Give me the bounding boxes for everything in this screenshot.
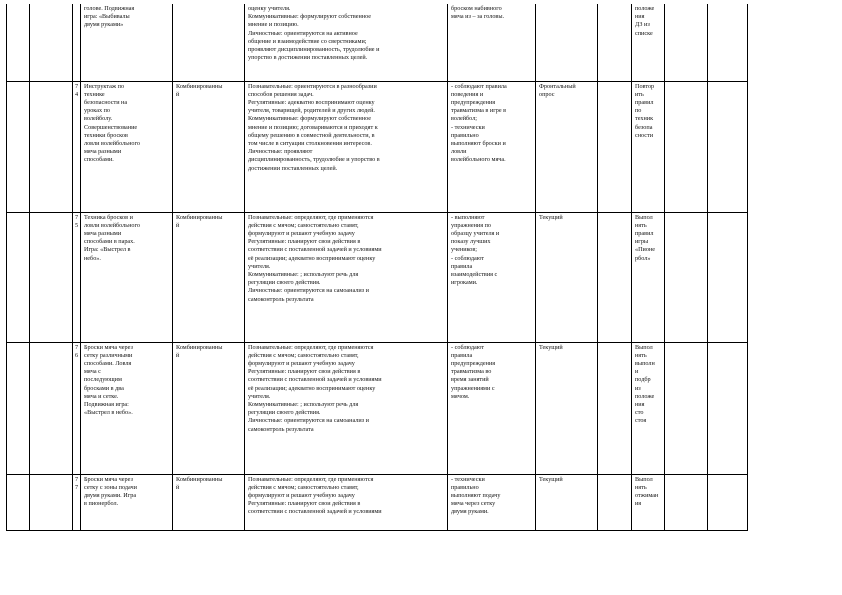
lesson-type: Комбинированны й bbox=[173, 474, 245, 530]
lesson-topic: голове. Подвижная игра: «Выбивалы двумя руками» bbox=[81, 4, 173, 81]
empty-cell bbox=[30, 212, 73, 342]
empty-cell bbox=[665, 4, 708, 81]
uud-text: Познавательные: определяют, где применяются действия с мячом; самостоятельно ставят, формулируют и решают учебную задачу Регулятивные: планируют свои действия в соответствии с поставленной задачей и условиями её реализации; адекватно воспринимают оценку учителя. Коммуникативные: ; используют речь для регуляции своего действия. Личностные: ориентируются на самоанализ и самоконтроль результата bbox=[245, 342, 448, 474]
lesson-type: Комбинированны й bbox=[173, 212, 245, 342]
homework-text: Выпол нять выполн и подбр из положе ния сто стоя bbox=[632, 342, 665, 474]
control-type: Текущий bbox=[536, 474, 598, 530]
activity-text: - соблюдают правила предупреждения травматизма во время занятий упражнениями с мячом. bbox=[448, 342, 536, 474]
empty-cell bbox=[30, 474, 73, 530]
empty-cell bbox=[7, 474, 30, 530]
homework-text: Выпол нять отжиман ия bbox=[632, 474, 665, 530]
lesson-number: 7 6 bbox=[73, 342, 81, 474]
empty-cell bbox=[665, 212, 708, 342]
empty-cell bbox=[598, 81, 632, 212]
table-row bbox=[7, 342, 748, 474]
empty-cell bbox=[598, 342, 632, 474]
activity-text: - соблюдают правила поведения и предупреждения травматизма в игре в волейбол; - технически правильно выполняют броски и ловли волейбольного мяча. bbox=[448, 81, 536, 212]
lesson-type bbox=[173, 4, 245, 81]
empty-cell bbox=[665, 474, 708, 530]
uud-text: Познавательные: определяют, где применяются действия с мячом; самостоятельно ставят, формулируют и решают учебную задачу Регулятивные: планируют свои действия в соответствии с поставленной задачей и условиями bbox=[245, 474, 448, 530]
empty-cell bbox=[708, 474, 748, 530]
empty-cell bbox=[7, 212, 30, 342]
lesson-topic: Инструктаж по технике безопасности на уроках по волейболу. Совершенствование техники бросков ловли волейбольного мяча разными способами. bbox=[81, 81, 173, 212]
activity-text: - технически правильно выполняют подачу мяча через сетку двумя руками. bbox=[448, 474, 536, 530]
lesson-topic: Техника бросков и ловли волейбольного мяча разными способами в парах. Игра: «Выстрел в небо». bbox=[81, 212, 173, 342]
table-row bbox=[7, 4, 748, 81]
empty-cell bbox=[7, 342, 30, 474]
lesson-number: 7 4 bbox=[73, 81, 81, 212]
lesson-number bbox=[73, 4, 81, 81]
homework-text: Выпол нять правил игры «Пионе рбол» bbox=[632, 212, 665, 342]
control-type: Текущий bbox=[536, 212, 598, 342]
lesson-type: Комбинированны й bbox=[173, 81, 245, 212]
lesson-plan-table bbox=[6, 4, 748, 531]
uud-text: оценку учителя. Коммуникативные: формулируют собственное мнение и позицию. Личностные: ориентируются на активное общение и взаимодействие со сверстниками; проявляют дисциплинированность, трудолюбие и упорство в достижении поставленных целей. bbox=[245, 4, 448, 81]
empty-cell bbox=[7, 4, 30, 81]
empty-cell bbox=[7, 81, 30, 212]
control-type: Фронтальный опрос bbox=[536, 81, 598, 212]
control-type bbox=[536, 4, 598, 81]
empty-cell bbox=[708, 212, 748, 342]
empty-cell bbox=[665, 81, 708, 212]
lesson-number: 7 5 bbox=[73, 212, 81, 342]
empty-cell bbox=[30, 81, 73, 212]
homework-text: положе ния ДЗ из списке bbox=[632, 4, 665, 81]
empty-cell bbox=[708, 342, 748, 474]
empty-cell bbox=[665, 342, 708, 474]
empty-cell bbox=[30, 4, 73, 81]
control-type: Текущий bbox=[536, 342, 598, 474]
lesson-type: Комбинированны й bbox=[173, 342, 245, 474]
table-row bbox=[7, 81, 748, 212]
lesson-topic: Броски мяча через сетку с зоны подачи двумя руками. Игра в пионербол. bbox=[81, 474, 173, 530]
activity-text: - выполняют упражнения по образцу учителя и показу лучших учеников; - соблюдают правила взаимодействия с игроками. bbox=[448, 212, 536, 342]
empty-cell bbox=[30, 342, 73, 474]
lesson-topic: Броски мяча через сетку различными способами. Ловля мяча с последующим бросками в два мяча и сетке. Подвижная игра: «Выстрел в небо». bbox=[81, 342, 173, 474]
activity-text: броском набивного мяча из – за головы. bbox=[448, 4, 536, 81]
uud-text: Познавательные: ориентируются в разнообразии способов решения задач. Регулятивные: адекватно воспринимают оценку учителя, товарищей, родителей и других людей. Коммуникативные: формулируют собственное мнение и позицию; договариваются и приходят к общему решению в совместной деятельности, в том числе в ситуации столкновения интересов. Личностные: проявляют дисциплинированность, трудолюбие и упорство в достижении поставленных целей. bbox=[245, 81, 448, 212]
empty-cell bbox=[598, 4, 632, 81]
table-row bbox=[7, 212, 748, 342]
homework-text: Повтор ить правил по техник безопа сности bbox=[632, 81, 665, 212]
empty-cell bbox=[598, 212, 632, 342]
empty-cell bbox=[708, 4, 748, 81]
lesson-number: 7 7 bbox=[73, 474, 81, 530]
table-row bbox=[7, 474, 748, 530]
uud-text: Познавательные: определяют, где применяются действия с мячом; самостоятельно ставят, формулируют и решают учебную задачу Регулятивные: планируют свои действия в соответствии с поставленной задачей и условиями её реализации; адекватно воспринимают оценку учителя. Коммуникативные: ; используют речь для регуляции своего действия. Личностные: ориентируются на самоанализ и самоконтроль результата bbox=[245, 212, 448, 342]
empty-cell bbox=[708, 81, 748, 212]
empty-cell bbox=[598, 474, 632, 530]
